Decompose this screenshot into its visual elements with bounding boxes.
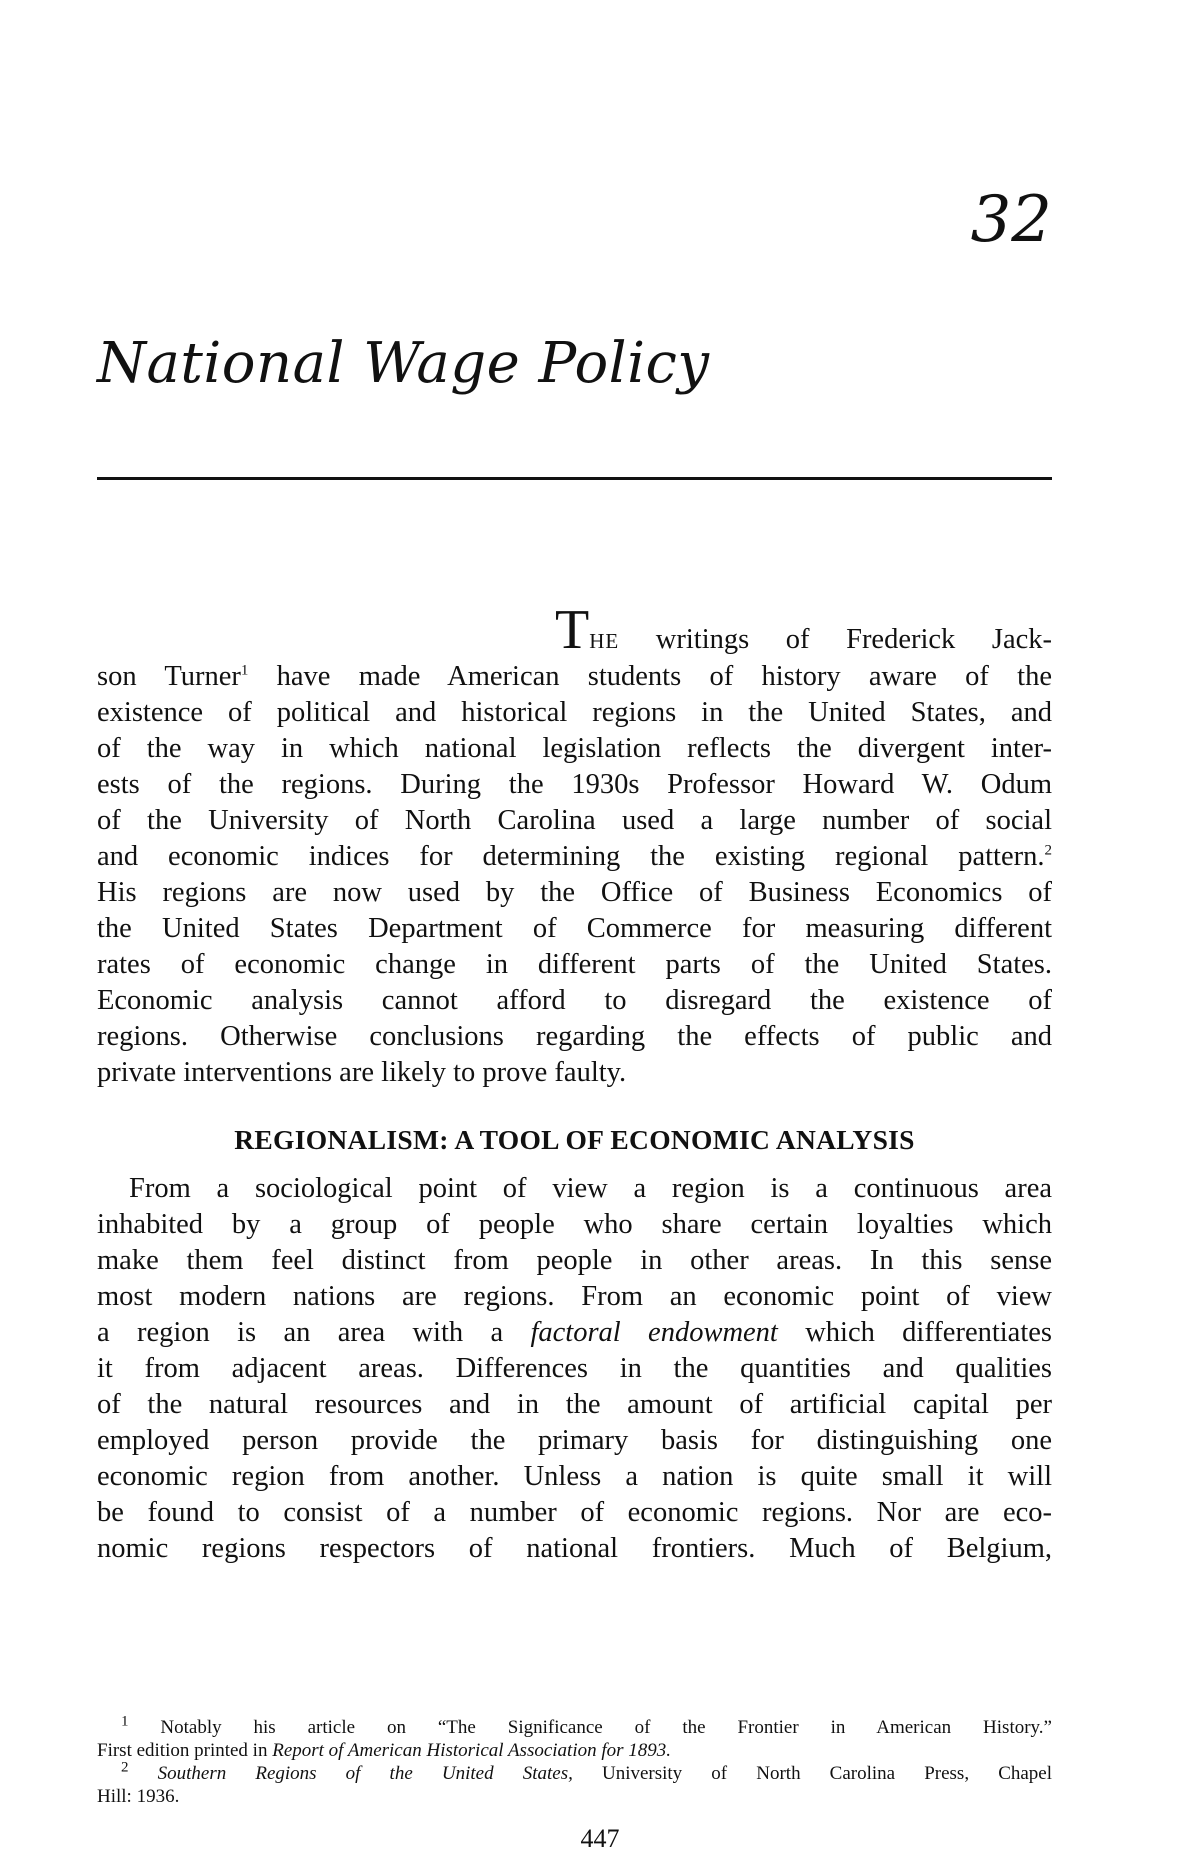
- paragraph-line: rates of economic change in different parts of the United States.: [97, 949, 1052, 980]
- title-rule: [97, 477, 1052, 480]
- footnote-2-cont: Hill: 1936.: [97, 1786, 180, 1807]
- opening-paragraph: [97, 599, 1052, 1091]
- section-paragraph: [97, 1171, 1052, 1567]
- paragraph-line: of the natural resources and in the amount of artificial capital per: [97, 1389, 1052, 1420]
- footnote-1: $^1$ Notably his article on “The Significance of the Frontier in American History.”: [121, 1713, 1052, 1738]
- section-heading: REGIONALISM: A TOOL OF ECONOMIC ANALYSIS: [234, 1124, 915, 1155]
- paragraph-line: employed person provide the primary basis for distinguishing one: [97, 1425, 1052, 1456]
- paragraph-line: and economic indices for determining the existing regional pattern.$^2$: [97, 841, 1052, 872]
- footnote-2: $^2$ Southern Regions of the United States, University of North Carolina Press, Chapel: [121, 1759, 1053, 1784]
- paragraph-line: economic region from another. Unless a nation is quite small it will: [97, 1461, 1052, 1492]
- paragraph-line: of the way in which national legislation reflects the divergent inter-: [97, 733, 1052, 764]
- footnote-number: 1: [121, 1713, 129, 1730]
- paragraph-line: From a sociological point of view a region is a continuous area: [129, 1173, 1052, 1204]
- chapter-number: 32: [970, 183, 1052, 257]
- paragraph-line: private interventions are likely to prove faulty.: [97, 1057, 627, 1088]
- paragraph-line: it from adjacent areas. Differences in the quantities and qualities: [97, 1353, 1052, 1384]
- paragraph-line: existence of political and historical regions in the United States, and: [97, 697, 1052, 728]
- small-caps-text: HE: [589, 629, 620, 653]
- drop-cap: T: [555, 599, 590, 661]
- footnotes: [97, 1713, 1053, 1808]
- footnote-number: 2: [121, 1759, 129, 1776]
- paragraph-line: be found to consist of a number of economic regions. Nor are eco-: [97, 1497, 1052, 1528]
- paragraph-line: nomic regions respectors of national frontiers. Much of Belgium,: [97, 1533, 1052, 1564]
- paragraph-line: make them feel distinct from people in other areas. In this sense: [97, 1245, 1052, 1276]
- footnote-mark: 1: [240, 662, 249, 679]
- page-number: 447: [580, 1824, 620, 1853]
- paragraph-line: THE writings of Frederick Jack-: [555, 599, 1052, 661]
- paragraph-line: ests of the regions. During the 1930s Professor Howard W. Odum: [97, 769, 1052, 800]
- paragraph-line: His regions are now used by the Office of Business Economics of: [97, 877, 1052, 908]
- paragraph-line: most modern nations are regions. From an economic point of view: [97, 1281, 1052, 1312]
- paragraph-line: the United States Department of Commerce for measuring different: [97, 913, 1052, 944]
- chapter-title: National Wage Policy: [97, 331, 710, 396]
- footnote-1-cont: First edition printed in Report of American Historical Association for 1893.: [97, 1740, 672, 1761]
- italic-term: factoral endowment: [530, 1317, 778, 1348]
- paragraph-line: inhabited by a group of people who share certain loyalties which: [97, 1209, 1052, 1240]
- paragraph-line: son Turner$^1$ have made American students of history aware of the: [97, 661, 1052, 692]
- footnote-mark: 2: [1044, 842, 1052, 859]
- paragraph-line: regions. Otherwise conclusions regarding the effects of public and: [97, 1021, 1052, 1052]
- paragraph-line: a region is an area with a factoral endowment which differentiates: [97, 1317, 1052, 1348]
- paragraph-line: of the University of North Carolina used a large number of social: [97, 805, 1052, 836]
- paragraph-line: Economic analysis cannot afford to disregard the existence of: [97, 985, 1052, 1016]
